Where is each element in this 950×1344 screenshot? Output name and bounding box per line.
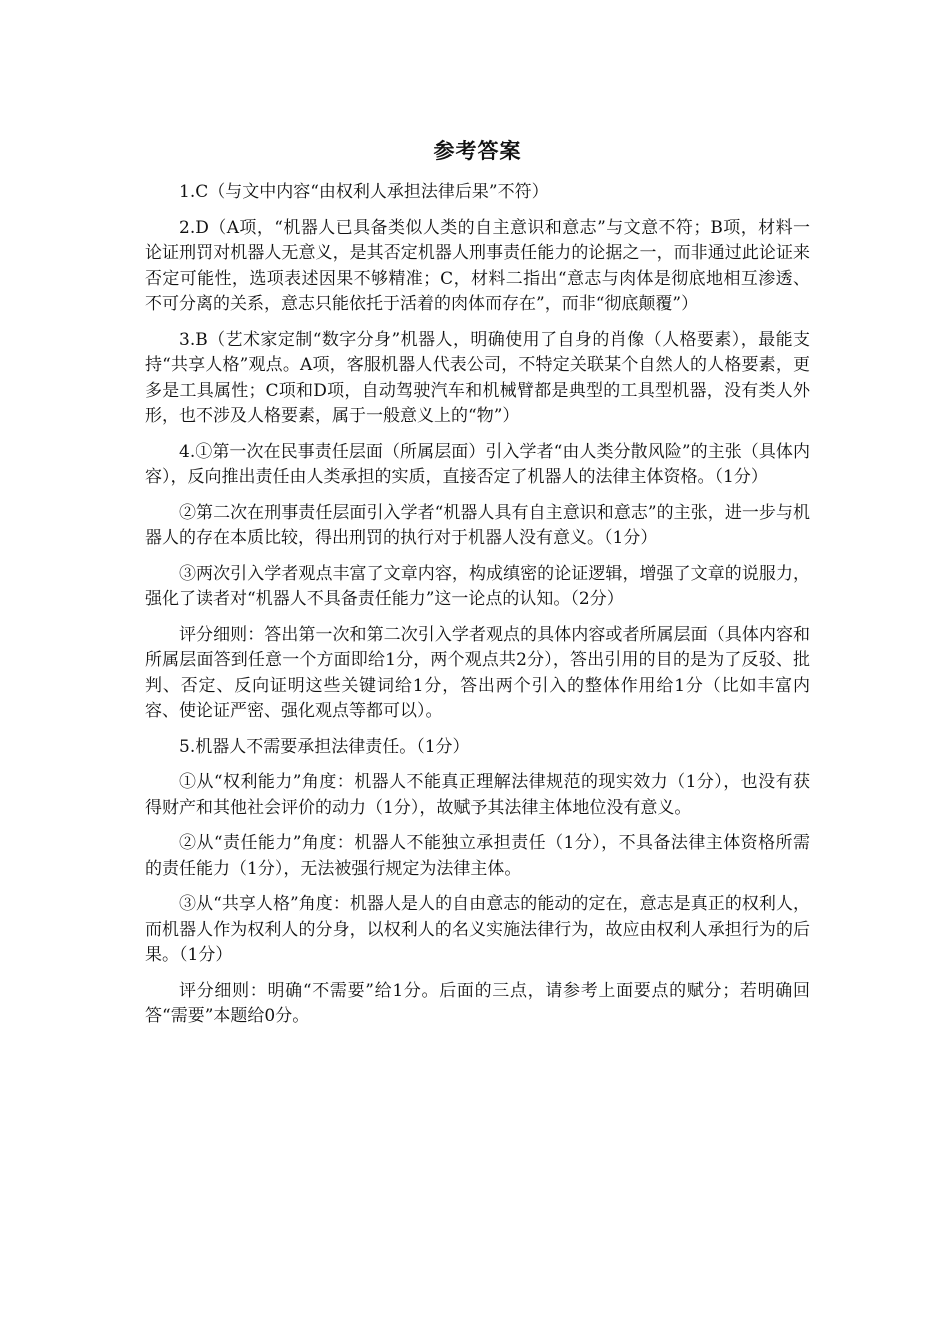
answer-5: 5.机器人不需要承担法律责任。（1分） [179, 736, 470, 757]
answer-4-scoring-rules: 评分细则：答出第一次和第二次引入学者观点的具体内容或者所属层面（具体内容和所属层面答到任意一个方面即给1分，两个观点共2分），答出引用的目的是为了反驳、批判、否定、反向证明这些关键词给1分，答出两个引入的整体作用给1分（比如丰富内容、使论证严密、强化观点等都可以）。 [145, 624, 810, 721]
answer-3: 3.B（艺术家定制“数字分身”机器人，明确使用了自身的肖像（人格要素），最能支持“共享人格”观点。A项，客服机器人代表公司，不特定关联某个自然人的人格要素，更多是工具属性；C项和D项，自动驾驶汽车和机械臂都是典型的工具型机器，没有类人外形，也不涉及人格要素，属于一般意义上的“物”） [145, 329, 810, 426]
answer-4-point-1: 4.①第一次在民事责任层面（所属层面）引入学者“由人类分散风险”的主张（具体内容），反向推出责任由人类承担的实质，直接否定了机器人的法律主体资格。（1分） [145, 441, 810, 487]
answer-5-scoring-rules: 评分细则：明确“不需要”给1分。后面的三点，请参考上面要点的赋分；若明确回答“需要”本题给0分。 [145, 980, 810, 1026]
answer-2: 2.D（A项，“机器人已具备类似人类的自主意识和意志”与文意不符；B项，材料一论证刑罚对机器人无意义，是其否定机器人刑事责任能力的论据之一，而非通过此论证来否定可能性，选项表述因果不够精准；C，材料二指出“意志与肉体是彻底地相互渗透、不可分离的关系，意志只能依托于活着的肉体而存在”，而非“彻底颠覆”） [145, 217, 810, 314]
answer-1: 1.C（与文中内容“由权利人承担法律后果”不符） [179, 182, 549, 202]
page-title: 参考答案 [433, 139, 522, 163]
answer-5-point-1: ①从“权利能力”角度：机器人不能真正理解法律规范的现实效力（1分），也没有获得财产和其他社会评价的动力（1分），故赋予其法律主体地位没有意义。 [145, 772, 810, 818]
answer-5-point-3: ③从“共享人格”角度：机器人是人的自由意志的能动的定在，意志是真正的权利人，而机器人作为权利人的分身，以权利人的名义实施法律行为，故应由权利人承担行为的后果。（1分） [145, 894, 810, 965]
answer-5-point-2: ②从“责任能力”角度：机器人不能独立承担责任（1分），不具备法律主体资格所需的责任能力（1分），无法被强行规定为法律主体。 [145, 833, 810, 879]
answer-document [145, 134, 810, 1040]
answer-4-point-3: ③两次引入学者观点丰富了文章内容，构成缜密的论证逻辑，增强了文章的说服力，强化了读者对“机器人不具备责任能力”这一论点的认知。（2分） [145, 563, 810, 609]
answer-4-point-2: ②第二次在刑事责任层面引入学者“机器人具有自主意识和意志”的主张，进一步与机器人的存在本质比较，得出刑罚的执行对于机器人没有意义。（1分） [145, 502, 810, 548]
